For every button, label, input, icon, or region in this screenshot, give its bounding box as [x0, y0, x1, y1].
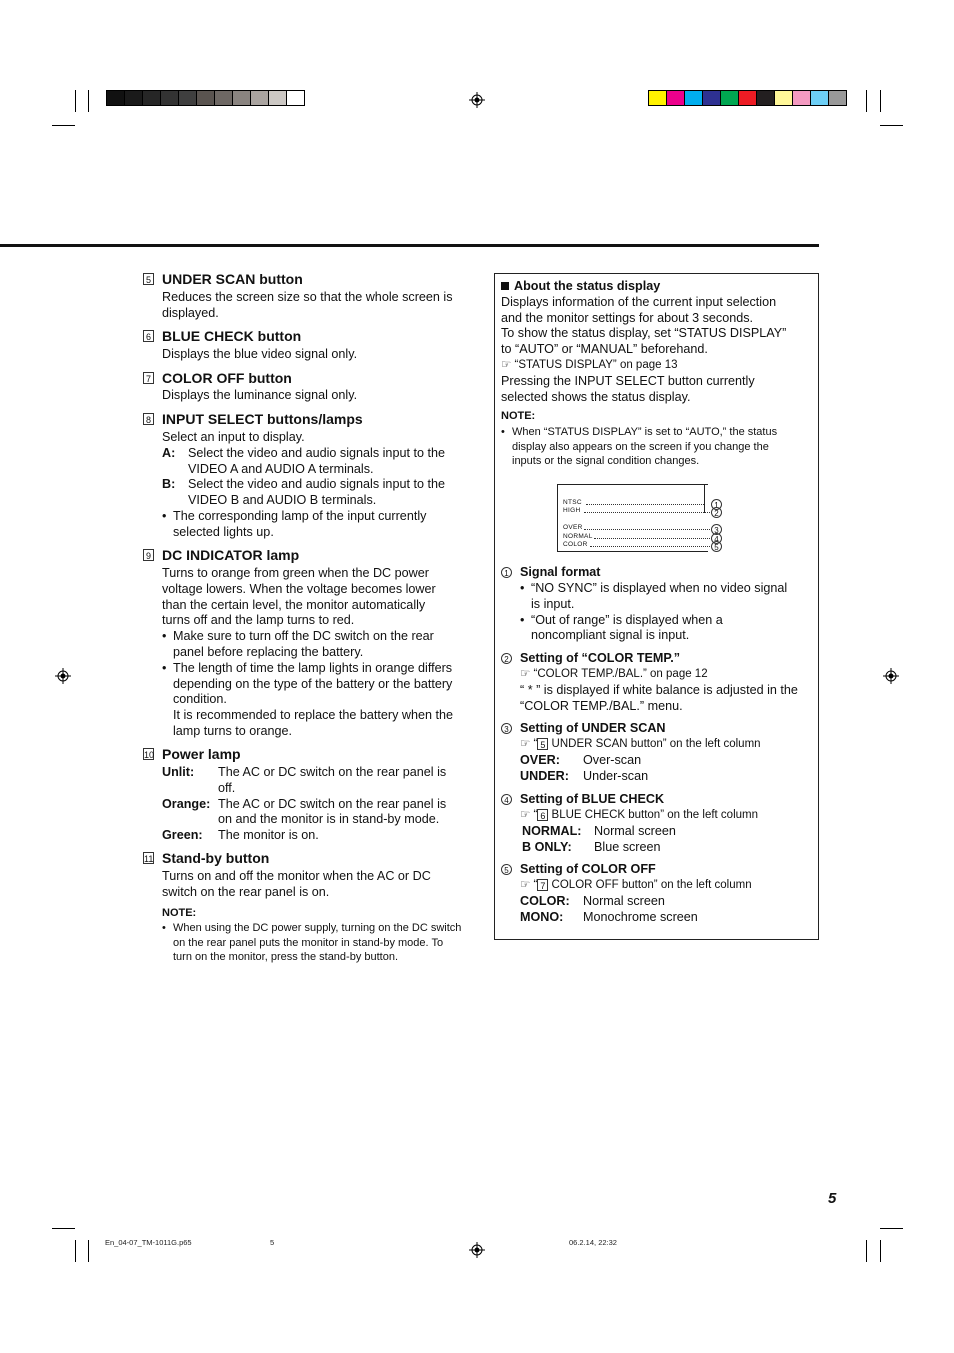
- footer-page: 5: [270, 1238, 275, 1247]
- text-line: displayed.: [162, 305, 219, 320]
- status-display-box: [494, 273, 819, 940]
- crop-mark: [75, 1240, 76, 1262]
- text-line: To show the status display, set “STATUS DISPLAY”: [501, 326, 787, 341]
- text-line: is input.: [531, 596, 575, 611]
- text-line: display also appears on the screen if you change the: [512, 440, 769, 453]
- crop-mark: [88, 1240, 89, 1262]
- section-title: Power lamp: [162, 746, 241, 762]
- text-line: VIDEO A and AUDIO A terminals.: [188, 461, 374, 476]
- status-screen-illustration: [557, 484, 708, 552]
- screen-text: COLOR: [563, 541, 588, 548]
- color-swatch: [160, 90, 179, 106]
- reference-text: COLOR OFF button” on the left column: [551, 879, 752, 891]
- text-line: panel before replacing the battery.: [173, 644, 364, 659]
- crop-mark: [75, 90, 76, 112]
- color-swatch: [810, 90, 829, 106]
- text-line: Reduces the screen size so that the whole screen is: [162, 290, 453, 304]
- text-line: “COLOR TEMP./BAL.” menu.: [520, 698, 683, 713]
- leader-line: [590, 546, 710, 547]
- leader-line: [586, 504, 704, 505]
- footer-filename: En_04-07_TM-1011G.p65: [105, 1238, 192, 1247]
- text-line: Displays the blue video signal only.: [162, 347, 358, 361]
- item-number: 5: [143, 273, 154, 285]
- text-line: selected shows the status display.: [501, 389, 691, 404]
- section-title: Stand-by button: [162, 850, 270, 866]
- option-key: A:: [162, 445, 176, 460]
- color-swatch: [178, 90, 197, 106]
- note-label: NOTE:: [162, 906, 197, 919]
- callout-number: 4: [711, 533, 722, 544]
- reference-line: [520, 737, 761, 753]
- crop-mark: [880, 90, 881, 112]
- color-swatch: [720, 90, 739, 106]
- callout-number: 3: [501, 723, 512, 734]
- reference-hand-icon: ☞ “: [520, 738, 538, 750]
- registration-mark-icon: [469, 1242, 485, 1258]
- option-key: MONO:: [520, 909, 564, 924]
- text-line: off.: [218, 780, 236, 795]
- leader-line: [594, 538, 710, 539]
- option-key: NORMAL:: [522, 823, 582, 838]
- leader-line: [584, 512, 710, 513]
- color-swatch: [232, 90, 251, 106]
- text-line: to “AUTO” or “MANUAL” beforehand.: [501, 342, 708, 357]
- text-line: Pressing the INPUT SELECT button currently: [501, 373, 755, 388]
- footer-date: 06.2.14, 22:32: [569, 1238, 617, 1247]
- text-line: Select the video and audio signals input to the: [188, 477, 445, 492]
- callout-number: 2: [711, 507, 722, 518]
- text-line: than the certain level, the monitor automatically: [162, 597, 426, 612]
- text-line: The AC or DC switch on the rear panel is: [218, 765, 447, 779]
- text-line: on the rear panel puts the monitor in stand-by mode. To: [173, 936, 444, 949]
- screen-text: HIGH: [563, 507, 581, 514]
- bullet-text: • When using the DC power supply, turning on the DC switch: [162, 921, 472, 936]
- text-line: VIDEO B and AUDIO B terminals.: [188, 493, 377, 508]
- option-key: UNDER:: [520, 768, 569, 783]
- text-line: and the monitor settings for about 3 seconds.: [501, 310, 754, 325]
- color-swatch: [828, 90, 847, 106]
- section-title: COLOR OFF button: [162, 370, 292, 386]
- reference-text: “COLOR TEMP./BAL.” on page 12: [533, 668, 708, 680]
- option-key: Orange:: [162, 796, 211, 811]
- option-key: Unlit:: [162, 765, 195, 779]
- text-line: on and the monitor is in stand-by mode.: [218, 812, 440, 827]
- color-swatch: [666, 90, 685, 106]
- text-line: The monitor is on.: [218, 828, 319, 843]
- text-line: noncompliant signal is input.: [531, 628, 690, 643]
- item-number: 6: [143, 330, 154, 342]
- text-line: Select an input to display.: [162, 430, 305, 444]
- crop-mark: [866, 90, 867, 112]
- color-swatch: [142, 90, 161, 106]
- color-swatch: [214, 90, 233, 106]
- color-swatch: [648, 90, 667, 106]
- callout-number: 5: [501, 864, 512, 875]
- text-line: turns off and the lamp turns to red.: [162, 613, 355, 628]
- header-rule: [0, 244, 819, 247]
- option-value: Blue screen: [594, 839, 661, 854]
- text-line: Displays information of the current input selection: [501, 294, 777, 309]
- reference-hand-icon: ☞ “: [520, 809, 538, 821]
- text-line: lamp turns to orange.: [173, 723, 293, 738]
- text-line: Displays the luminance signal only.: [162, 388, 358, 402]
- option-value: Monochrome screen: [583, 909, 698, 924]
- reference-text: “STATUS DISPLAY” on page 13: [514, 358, 678, 371]
- registration-mark-icon: [883, 668, 899, 684]
- section-title: Setting of “COLOR TEMP.”: [520, 651, 680, 665]
- option-value: Normal screen: [594, 823, 676, 838]
- leader-line: [584, 529, 710, 530]
- left-column: [143, 272, 478, 972]
- item-number: 10: [144, 750, 155, 760]
- text-line: inputs or the signal condition changes.: [512, 455, 700, 468]
- section-title: Setting of COLOR OFF: [520, 862, 656, 876]
- item-number: 6: [537, 809, 548, 821]
- reference-text: UNDER SCAN button” on the left column: [551, 738, 761, 750]
- crop-mark: [52, 1228, 75, 1229]
- option-key: COLOR:: [520, 893, 570, 908]
- callout-number: 3: [711, 524, 722, 535]
- item-number: 7: [537, 879, 548, 891]
- reference-line: [501, 358, 816, 374]
- item-number: 5: [537, 738, 548, 750]
- text-line: switch on the rear panel is on.: [162, 884, 330, 899]
- registration-mark-icon: [55, 668, 71, 684]
- note-label: NOTE:: [501, 410, 536, 423]
- section-title: INPUT SELECT buttons/lamps: [162, 411, 363, 427]
- text-line: It is recommended to replace the battery when the: [173, 708, 454, 723]
- box-title-text: About the status display: [514, 279, 661, 293]
- color-swatch: [756, 90, 775, 106]
- bullet-text: • When “STATUS DISPLAY” is set to “AUTO,” the status: [501, 425, 816, 440]
- option-key: B:: [162, 477, 176, 492]
- color-swatch: [684, 90, 703, 106]
- text-line: “ * ” is displayed if white balance is adjusted in the: [520, 683, 798, 697]
- page-number: 5: [828, 1190, 837, 1207]
- reference-hand-icon: ☞ “: [520, 879, 538, 891]
- screen-text: OVER: [563, 524, 583, 531]
- callout-number: 4: [501, 794, 512, 805]
- crop-mark: [88, 90, 89, 112]
- option-value: Under-scan: [583, 768, 649, 783]
- text-line: selected lights up.: [173, 524, 274, 539]
- registration-mark-icon: [469, 92, 485, 108]
- item-number: 7: [143, 372, 154, 384]
- option-key: Green:: [162, 828, 203, 843]
- crop-mark: [880, 1240, 881, 1262]
- option-key: OVER:: [520, 752, 560, 767]
- color-swatch: [286, 90, 305, 106]
- section-title: UNDER SCAN button: [162, 271, 303, 287]
- bullet-text: • “Out of range” is displayed when a: [520, 613, 787, 629]
- crop-mark: [880, 125, 903, 126]
- section-title: Setting of UNDER SCAN: [520, 721, 666, 735]
- reference-line: [520, 878, 752, 894]
- text-line: Select the video and audio signals input to the: [188, 445, 445, 460]
- reference-line: [520, 667, 708, 683]
- reference-hand-icon: ☞: [501, 358, 515, 371]
- item-number: 11: [144, 854, 154, 864]
- option-value: Over-scan: [583, 752, 642, 767]
- crop-mark: [880, 1228, 903, 1229]
- section-title: Setting of BLUE CHECK: [520, 792, 665, 806]
- color-swatch: [738, 90, 757, 106]
- callout-number: 5: [711, 541, 722, 552]
- option-key: B ONLY:: [522, 839, 572, 854]
- color-swatch: [268, 90, 287, 106]
- color-swatch: [106, 90, 125, 106]
- callout-number: 1: [501, 567, 512, 578]
- color-swatch: [774, 90, 793, 106]
- callout-number: 1: [711, 499, 722, 510]
- callout-number: 2: [501, 653, 512, 664]
- reference-hand-icon: ☞: [520, 668, 534, 680]
- option-value: Normal screen: [583, 893, 665, 908]
- color-swatch: [124, 90, 143, 106]
- text-line: The AC or DC switch on the rear panel is: [218, 796, 447, 811]
- reference-text: BLUE CHECK button” on the left column: [551, 809, 759, 821]
- bullet-text: • Make sure to turn off the DC switch on the rear: [162, 629, 472, 645]
- section-title: DC INDICATOR lamp: [162, 547, 300, 563]
- bullet-text: • The corresponding lamp of the input currently: [162, 509, 472, 525]
- box-title: [501, 279, 816, 295]
- square-bullet-icon: [501, 282, 509, 290]
- item-number: 9: [143, 549, 154, 561]
- screen-text: NORMAL: [563, 533, 593, 540]
- crop-mark: [52, 125, 75, 126]
- text-line: condition.: [173, 692, 227, 707]
- color-swatch: [196, 90, 215, 106]
- section-title: BLUE CHECK button: [162, 328, 302, 344]
- crop-mark: [866, 1240, 867, 1262]
- bullet-text: • The length of time the lamp lights in orange differs: [162, 661, 472, 677]
- section-title: Signal format: [520, 565, 601, 579]
- screen-text: NTSC: [563, 499, 582, 506]
- color-swatch: [792, 90, 811, 106]
- text-line: voltage lowers. When the voltage becomes lower: [162, 581, 436, 596]
- bullet-text: • “NO SYNC” is displayed when no video signal: [520, 581, 787, 597]
- color-swatch: [702, 90, 721, 106]
- color-swatch: [250, 90, 269, 106]
- text-line: Turns to orange from green when the DC power: [162, 566, 429, 580]
- text-line: turn on the monitor, press the stand-by button.: [173, 951, 399, 964]
- text-line: depending on the type of the battery or the battery: [173, 676, 453, 691]
- text-line: Turns on and off the monitor when the AC or DC: [162, 869, 431, 883]
- item-number: 8: [143, 413, 154, 425]
- reference-line: [520, 808, 758, 824]
